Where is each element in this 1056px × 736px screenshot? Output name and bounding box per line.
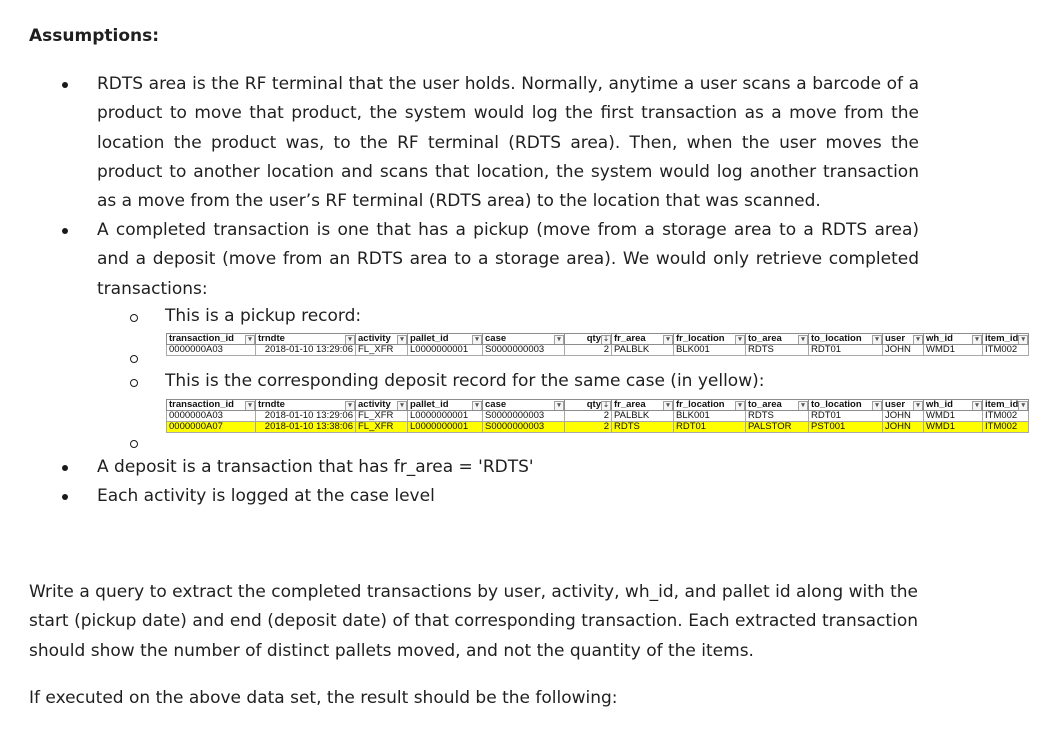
cell-transaction-id: 0000000A03: [167, 345, 256, 356]
col-header-transaction-id[interactable]: transaction_id ▾: [167, 334, 256, 345]
bullet-marker: [62, 465, 68, 471]
bullet-rdts-area: RDTS area is the RF terminal that the user holds. Normally, anytime a user scans a barcode of a product to move that product, the system would log the first transaction as a move from the location the product was, to the RF terminal (RDTS area). Then, when the user moves the product to another location and scans that location, the system would log another transaction as a move from the user’s RF terminal (RDTS area) to the location that was scanned.: [97, 74, 919, 212]
cell-fr-location: BLK001: [674, 345, 746, 356]
cell-activity: FL_XFR: [356, 411, 408, 422]
cell-transaction-id: 0000000A03: [167, 411, 256, 422]
col-header-user[interactable]: user ▾: [883, 334, 924, 345]
cell-case: S0000000003: [483, 422, 565, 433]
cell-fr-location: BLK001: [674, 411, 746, 422]
table-row: [167, 345, 1029, 356]
col-header-to-area[interactable]: to_area ▾: [746, 400, 809, 411]
col-header-user[interactable]: user ▾: [883, 400, 924, 411]
cell-to-area: PALSTOR: [746, 422, 809, 433]
cell-activity: FL_XFR: [356, 422, 408, 433]
col-header-case[interactable]: case ▾: [483, 334, 565, 345]
cell-trndte: 2018-01-10 13:29:06: [256, 345, 356, 356]
cell-pallet-id: L0000000001: [408, 411, 483, 422]
cell-transaction-id: 0000000A07: [167, 422, 256, 433]
sub-bullet-marker: [130, 355, 138, 363]
cell-item-id: ITM002: [983, 411, 1029, 422]
bullet-activity-level: Each activity is logged at the case level: [97, 486, 435, 506]
table-row: [167, 411, 1029, 422]
cell-trndte: 2018-01-10 13:38:06: [256, 422, 356, 433]
pickup-record-table: [166, 333, 1029, 356]
col-header-to-location[interactable]: to_location ▾: [809, 400, 883, 411]
col-header-item-id[interactable]: item_id ▾: [983, 334, 1029, 345]
cell-to-area: RDTS: [746, 345, 809, 356]
bullet-marker: [62, 494, 68, 500]
cell-to-location: PST001: [809, 422, 883, 433]
cell-wh-id: WMD1: [924, 345, 983, 356]
cell-pallet-id: L0000000001: [408, 345, 483, 356]
deposit-record-label: This is the corresponding deposit record for the same case (in yellow):: [165, 371, 765, 391]
col-header-wh-id[interactable]: wh_id ▾: [924, 334, 983, 345]
col-header-to-area[interactable]: to_area ▾: [746, 334, 809, 345]
bullet-deposit-definition: A deposit is a transaction that has fr_area = 'RDTS': [97, 457, 534, 477]
cell-user: JOHN: [883, 422, 924, 433]
cell-pallet-id: L0000000001: [408, 422, 483, 433]
pickup-record-label: This is a pickup record:: [165, 306, 362, 326]
cell-fr-area: PALBLK: [612, 345, 674, 356]
cell-fr-location: RDT01: [674, 422, 746, 433]
col-header-case[interactable]: case ▾: [483, 400, 565, 411]
query-instructions: Write a query to extract the completed transactions by user, activity, wh_id, and pallet id along with the start (pickup date) and end (deposit date) of that corresponding transaction. Each extracted transaction should show the number of distinct pallets moved, and not the quantity of the items.: [29, 582, 918, 661]
cell-case: S0000000003: [483, 411, 565, 422]
cell-qty: 2: [565, 422, 612, 433]
cell-fr-area: PALBLK: [612, 411, 674, 422]
cell-item-id: ITM002: [983, 345, 1029, 356]
sub-bullet-marker: [130, 440, 138, 448]
deposit-record-table: [166, 399, 1029, 433]
table-header-row: [167, 334, 1029, 345]
cell-wh-id: WMD1: [924, 411, 983, 422]
col-header-item-id[interactable]: item_id ▾: [983, 400, 1029, 411]
sub-bullet-marker: [130, 379, 138, 387]
col-header-fr-location[interactable]: fr_location ▾: [674, 334, 746, 345]
table-row-highlighted: [167, 422, 1029, 433]
cell-qty: 2: [565, 345, 612, 356]
col-header-fr-area[interactable]: fr_area ▾: [612, 400, 674, 411]
col-header-fr-location[interactable]: fr_location ▾: [674, 400, 746, 411]
cell-wh-id: WMD1: [924, 422, 983, 433]
result-intro: If executed on the above data set, the result should be the following:: [29, 688, 618, 708]
sub-bullet-marker: [130, 314, 138, 322]
col-header-transaction-id[interactable]: transaction_id ▾: [167, 400, 256, 411]
col-header-pallet-id[interactable]: pallet_id ▾: [408, 400, 483, 411]
cell-item-id: ITM002: [983, 422, 1029, 433]
cell-activity: FL_XFR: [356, 345, 408, 356]
cell-case: S0000000003: [483, 345, 565, 356]
col-header-qty[interactable]: qty ⇣: [565, 334, 612, 345]
bullet-completed-transaction: A completed transaction is one that has a pickup (move from a storage area to a RDTS area) and a deposit (move from an RDTS area to a storage area). We would only retrieve completed transactions:: [97, 220, 919, 299]
assumptions-heading: Assumptions:: [29, 26, 160, 46]
col-header-trndte[interactable]: trndte ▾: [256, 400, 356, 411]
cell-to-location: RDT01: [809, 411, 883, 422]
cell-qty: 2: [565, 411, 612, 422]
col-header-to-location[interactable]: to_location ▾: [809, 334, 883, 345]
cell-to-area: RDTS: [746, 411, 809, 422]
cell-fr-area: RDTS: [612, 422, 674, 433]
col-header-activity[interactable]: activity ▾: [356, 334, 408, 345]
col-header-activity[interactable]: activity ▾: [356, 400, 408, 411]
table-header-row: [167, 400, 1029, 411]
cell-trndte: 2018-01-10 13:29:06: [256, 411, 356, 422]
cell-to-location: RDT01: [809, 345, 883, 356]
col-header-fr-area[interactable]: fr_area ▾: [612, 334, 674, 345]
col-header-pallet-id[interactable]: pallet_id ▾: [408, 334, 483, 345]
col-header-trndte[interactable]: trndte ▾: [256, 334, 356, 345]
cell-user: JOHN: [883, 411, 924, 422]
cell-user: JOHN: [883, 345, 924, 356]
col-header-wh-id[interactable]: wh_id ▾: [924, 400, 983, 411]
bullet-marker: [62, 82, 68, 88]
bullet-marker: [62, 228, 68, 234]
col-header-qty[interactable]: qty ⇣: [565, 400, 612, 411]
